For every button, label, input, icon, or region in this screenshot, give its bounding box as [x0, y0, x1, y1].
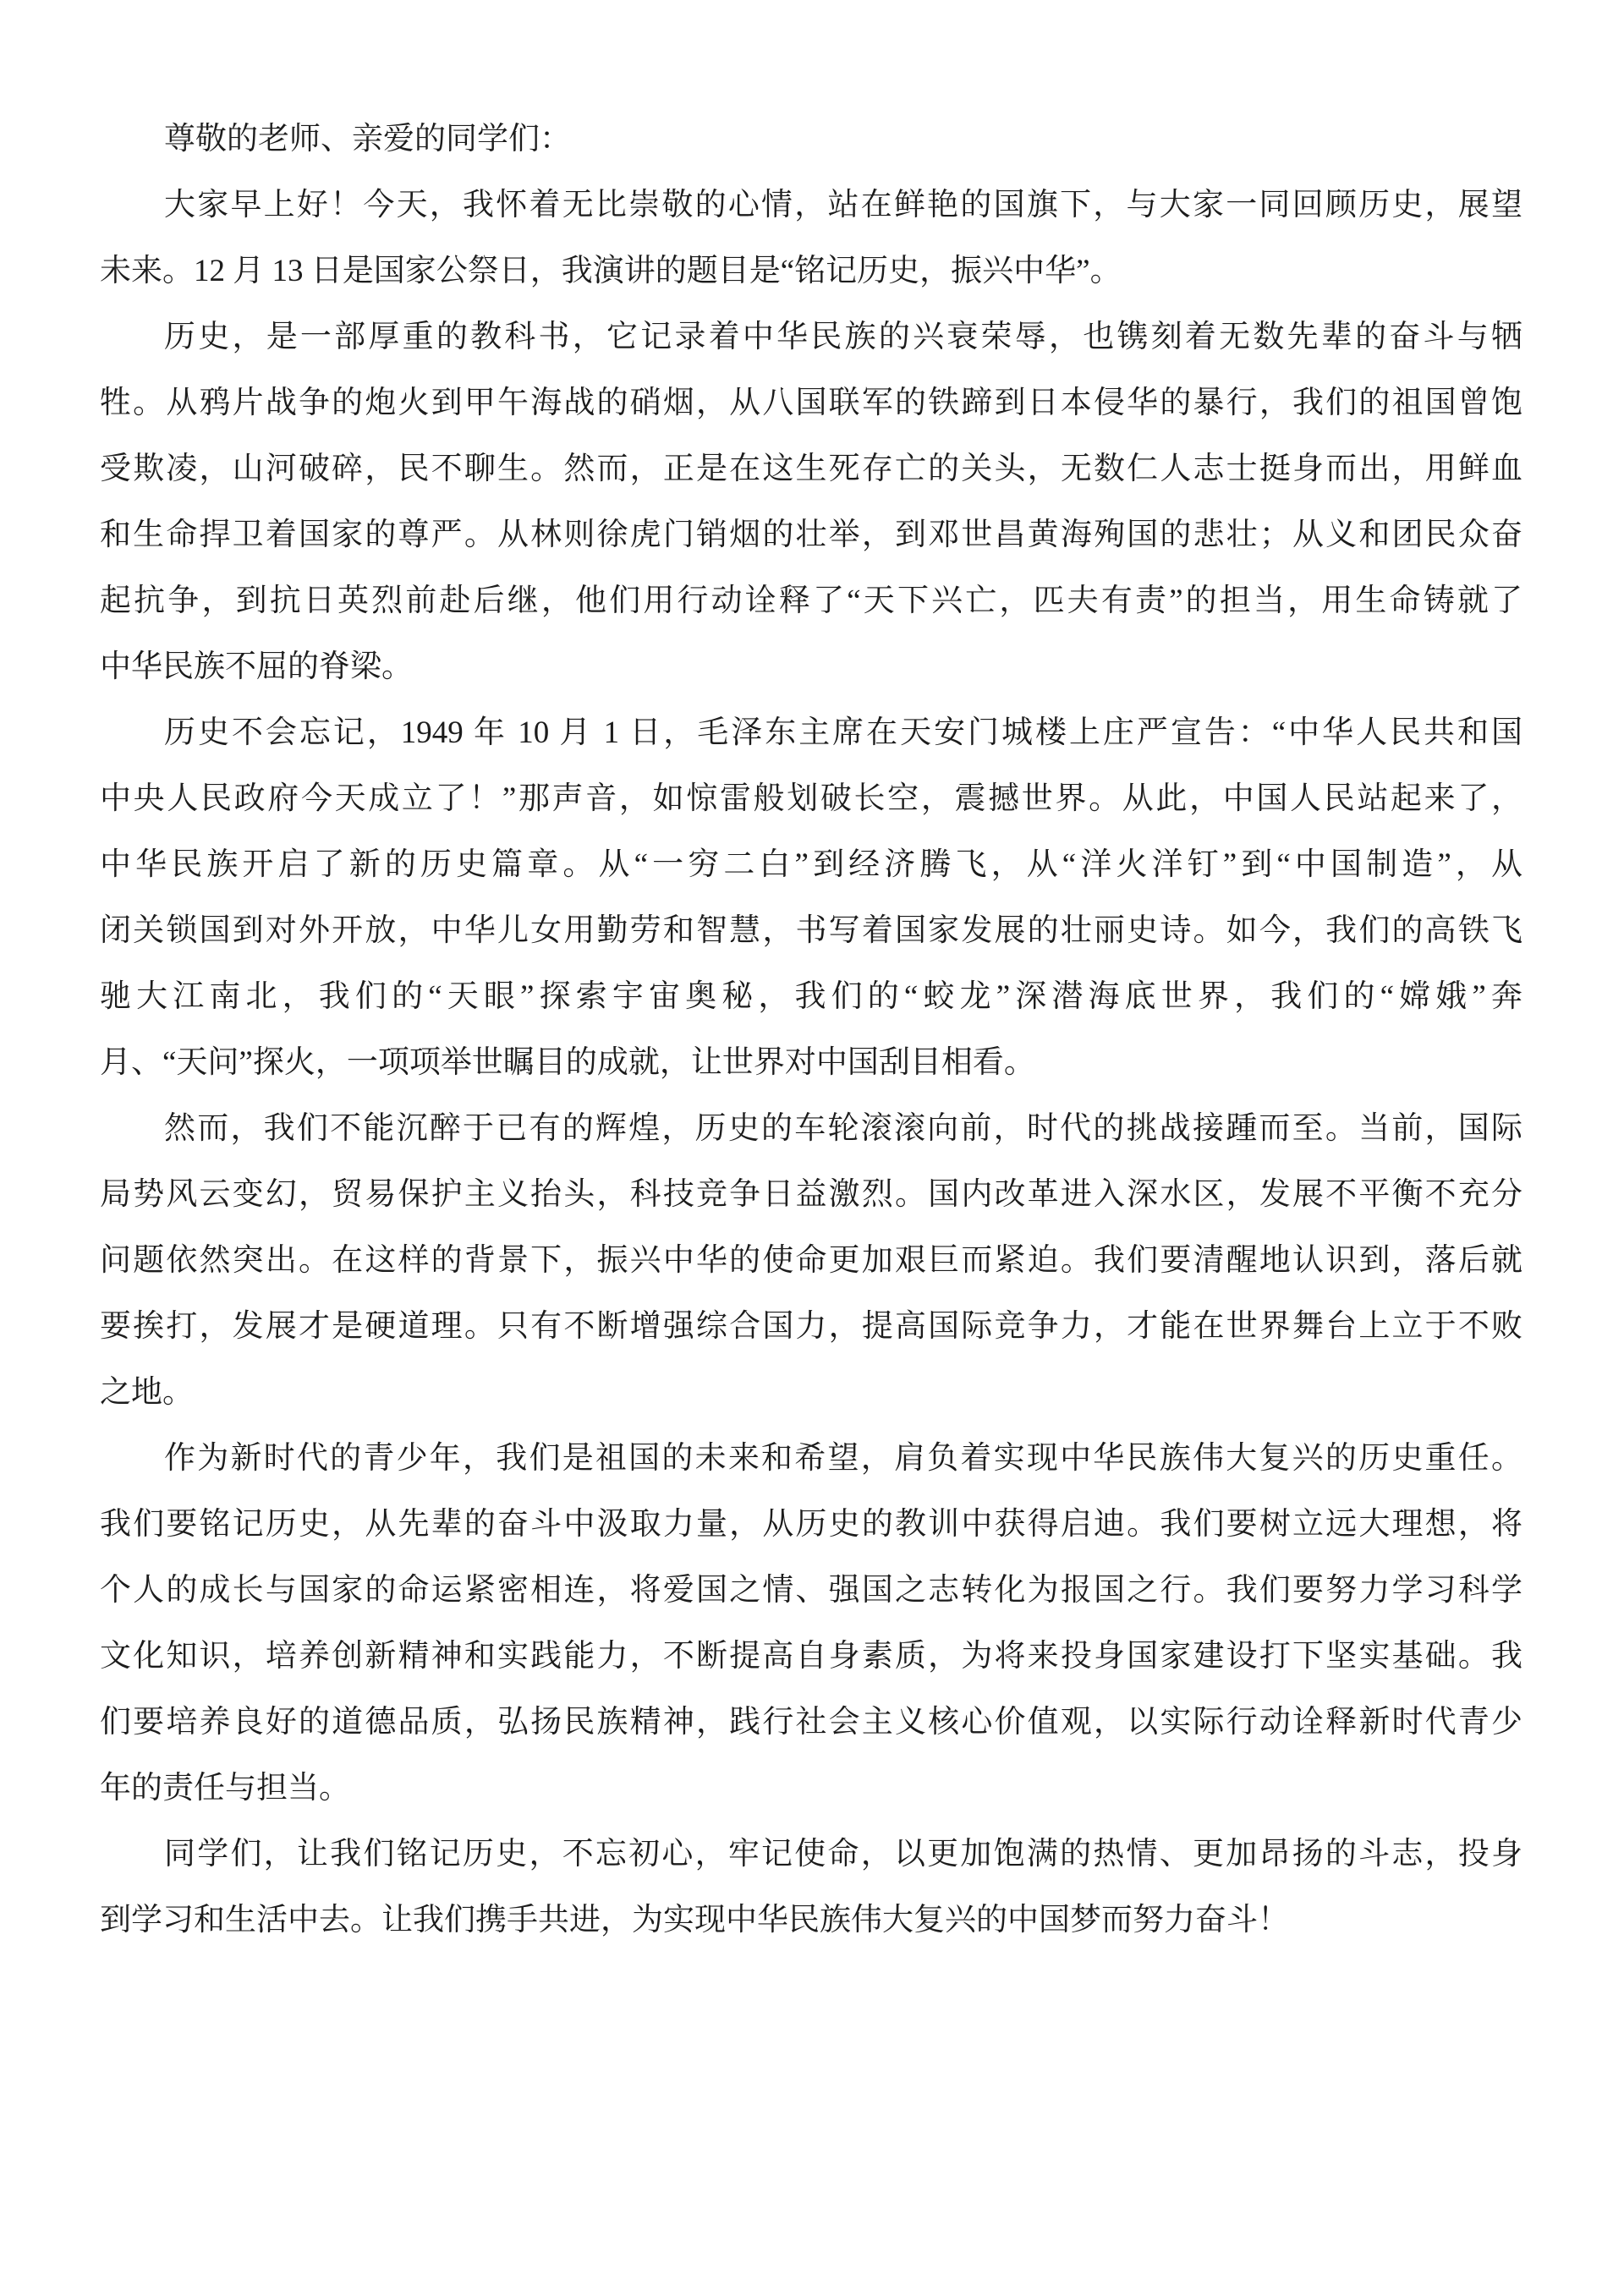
text-line: 历史，是一部厚重的教科书，它记录着中华民族的兴衰荣辱，也镌刻着无数先辈的奋斗与牺 — [164, 320, 1522, 354]
text-line: 个人的成长与国家的命运紧密相连，将爱国之情、强国之志转化为报国之行。我们要努力学习科学 — [100, 1573, 1522, 1608]
text-line: 和生命捍卫着国家的尊严。从林则徐虎门销烟的壮举，到邓世昌黄海殉国的悲壮；从义和团民众奋 — [100, 518, 1522, 552]
text-line: 然而，我们不能沉醉于已有的辉煌，历史的车轮滚滚向前，时代的挑战接踵而至。当前，国际 — [164, 1111, 1522, 1146]
text-line: 同学们，让我们铭记历史，不忘初心，牢记使命，以更加饱满的热情、更加昂扬的斗志，投身 — [164, 1837, 1522, 1871]
text-line: 历史不会忘记，1949 年 10 月 1 日，毛泽东主席在天安门城楼上庄严宣告：“中华人民共和国 — [164, 715, 1522, 750]
text-line: 闭关锁国到对外开放，中华儿女用勤劳和智慧，书写着国家发展的壮丽史诗。如今，我们的高铁飞 — [100, 913, 1522, 948]
text-line: 未来。12 月 13 日是国家公祭日，我演讲的题目是“铭记历史，振兴中华”。 — [100, 254, 1122, 288]
text-line: 们要培养良好的道德品质，弘扬民族精神，践行社会主义核心价值观，以实际行动诠释新时代青少 — [100, 1705, 1522, 1740]
text-line: 我们要铭记历史，从先辈的奋斗中汲取力量，从历史的教训中获得启迪。我们要树立远大理想，将 — [100, 1507, 1522, 1542]
text-line: 尊敬的老师、亲爱的同学们： — [164, 122, 571, 156]
text-line: 年的责任与担当。 — [100, 1771, 350, 1806]
text-line: 中华民族不屈的脊梁。 — [100, 649, 413, 684]
text-line: 起抗争，到抗日英烈前赴后继，他们用行动诠释了“天下兴亡，匹夫有责”的担当，用生命铸就了 — [100, 584, 1522, 618]
text-line: 要挨打，发展才是硬道理。只有不断增强综合国力，提高国际竞争力，才能在世界舞台上立于不败 — [100, 1309, 1522, 1344]
text-line: 问题依然突出。在这样的背景下，振兴中华的使命更加艰巨而紧迫。我们要清醒地认识到，落后就 — [100, 1243, 1522, 1278]
text-line: 受欺凌，山河破碎，民不聊生。然而，正是在这生死存亡的关头，无数仁人志士挺身而出，用鲜血 — [100, 452, 1522, 486]
text-line: 局势风云变幻，贸易保护主义抬头，科技竞争日益激烈。国内改革进入深水区，发展不平衡不充分 — [100, 1177, 1522, 1212]
text-line: 中华民族开启了新的历史篇章。从“一穷二白”到经济腾飞，从“洋火洋钉”到“中国制造”，从 — [100, 847, 1522, 882]
text-line: 文化知识，培养创新精神和实践能力，不断提高自身素质，为将来投身国家建设打下坚实基础。我 — [100, 1639, 1522, 1674]
text-line: 中央人民政府今天成立了！”那声音，如惊雷般划破长空，震撼世界。从此，中国人民站起来了， — [100, 781, 1522, 816]
text-line: 之地。 — [100, 1375, 194, 1410]
text-line: 驰大江南北，我们的“天眼”探索宇宙奥秘，我们的“蛟龙”深潜海底世界，我们的“嫦娥”奔 — [100, 979, 1522, 1014]
text-line: 到学习和生活中去。让我们携手共进，为实现中华民族伟大复兴的中国梦而努力奋斗！ — [100, 1903, 1289, 1937]
text-line: 月、“天问”探火，一项项举世瞩目的成就，让世界对中国刮目相看。 — [100, 1045, 1035, 1080]
text-line: 大家早上好！今天，我怀着无比崇敬的心情，站在鲜艳的国旗下，与大家一同回顾历史，展望 — [164, 188, 1522, 222]
text-line: 牲。从鸦片战争的炮火到甲午海战的硝烟，从八国联军的铁蹄到日本侵华的暴行，我们的祖国曾饱 — [100, 386, 1522, 420]
speech-text-block — [100, 107, 1522, 1954]
text-line: 作为新时代的青少年，我们是祖国的未来和希望，肩负着实现中华民族伟大复兴的历史重任。 — [164, 1441, 1522, 1476]
